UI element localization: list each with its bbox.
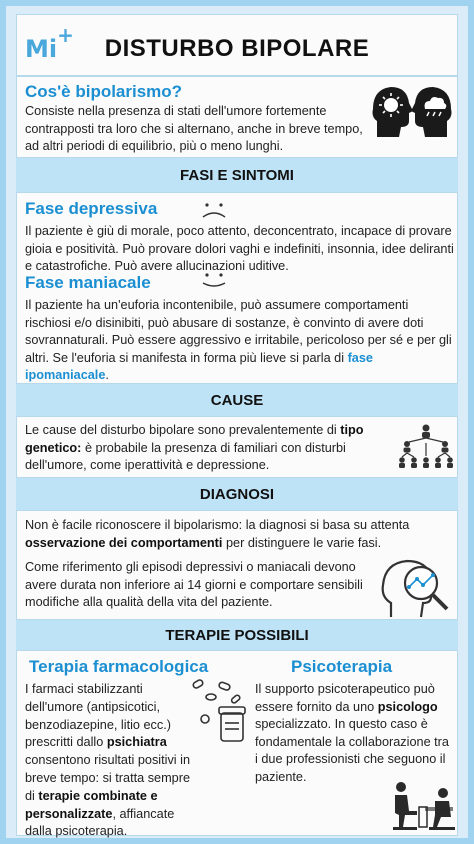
diagnosi-text-1: Non è facile riconoscere il bipolarismo: la diagnosi si basa su attenta osservazione dei comportamenti per distinguere le varie fasi. bbox=[25, 518, 410, 550]
cause-section bbox=[16, 416, 458, 478]
sad-face-icon bbox=[193, 199, 235, 221]
ipomaniacale-keyword: fase ipomaniacale bbox=[25, 350, 373, 382]
maniacale-heading: Fase maniacale bbox=[25, 273, 151, 292]
header bbox=[16, 14, 458, 76]
depressiva-heading: Fase depressiva bbox=[25, 199, 158, 218]
page-title: DISTURBO BIPOLARE bbox=[104, 35, 370, 62]
section-band-terapie: TERAPIE POSSIBILI bbox=[16, 620, 458, 650]
terapie-section bbox=[16, 650, 458, 839]
section-band-diagnosi: DIAGNOSI bbox=[16, 478, 458, 510]
cause-text: Le cause del disturbo bipolare sono prevalentemente di tipo genetico: è probabile la presenza di familiari con disturbi dell'umore, come iperattività e depressione. bbox=[25, 423, 364, 472]
section-band-cause: CAUSE bbox=[16, 384, 458, 416]
section-band-fasi: FASI E SINTOMI bbox=[16, 158, 458, 192]
maniacale-text: Il paziente ha un'euforia incontenibile, può assumere comportamenti rischiosi e/o disinibiti, può abusare di sostanze, è convinto di avere doti sovrannaturali. Può essere aggressivo e irritabile, pericoloso per sé e per gli altri. Se l'euforia si manifesta in forma più lieve si parla di fase ipomaniacale. bbox=[25, 298, 452, 382]
family-tree-icon bbox=[397, 421, 455, 473]
farmacologica-text: I farmaci stabilizzanti dell'umore (antipsicotici, benzodiazepine, litio ecc.) prescritti dallo psichiatra consentono risultati positivi in breve tempo: si tratta sempre di terapie combinate e personalizzate, affiancate dalla psicoterapia. bbox=[25, 682, 191, 839]
intro-heading: Cos'è bipolarismo? bbox=[25, 82, 183, 101]
neutral-face-icon bbox=[193, 269, 235, 291]
two-heads-sun-cloud-icon bbox=[369, 81, 455, 139]
psicoterapia-text: Il supporto psicoterapeutico può essere fornito da uno psicologo specializzato. In questo caso è fondamentale la collaborazione tra i due professionisti che seguono il paziente. bbox=[255, 682, 449, 784]
head-magnifier-graph-icon bbox=[377, 555, 457, 619]
logo: Mi+ bbox=[25, 23, 74, 63]
diagnosi-section bbox=[16, 510, 458, 620]
psicoterapia-heading: Psicoterapia bbox=[291, 657, 393, 676]
therapy-session-icon bbox=[391, 777, 457, 833]
fasi-section bbox=[16, 192, 458, 384]
intro-section bbox=[16, 76, 458, 158]
farmacologica-heading: Terapia farmacologica bbox=[29, 657, 209, 676]
intro-text: Consiste nella presenza di stati dell'umore fortemente contrapposti tra loro che si alternano, anche in breve tempo, ad altri periodi di equilibrio, più o meno lunghi. bbox=[25, 104, 363, 153]
depressiva-text: Il paziente è giù di morale, poco attento, deconcentrato, incapace di provare gioia e positività. Può provare dolori vaghi e indefiniti, insonnia, idee deliranti e catastrofiche. Può avere allucinazioni uditive. bbox=[25, 224, 454, 273]
diagnosi-text-2: Come riferimento gli episodi depressivi o maniacali devono avere durata non inferiore ai 14 giorni e comportare sensibili modifiche alla qualità della vita del paziente. bbox=[25, 560, 363, 609]
pills-bottle-icon bbox=[185, 677, 247, 743]
